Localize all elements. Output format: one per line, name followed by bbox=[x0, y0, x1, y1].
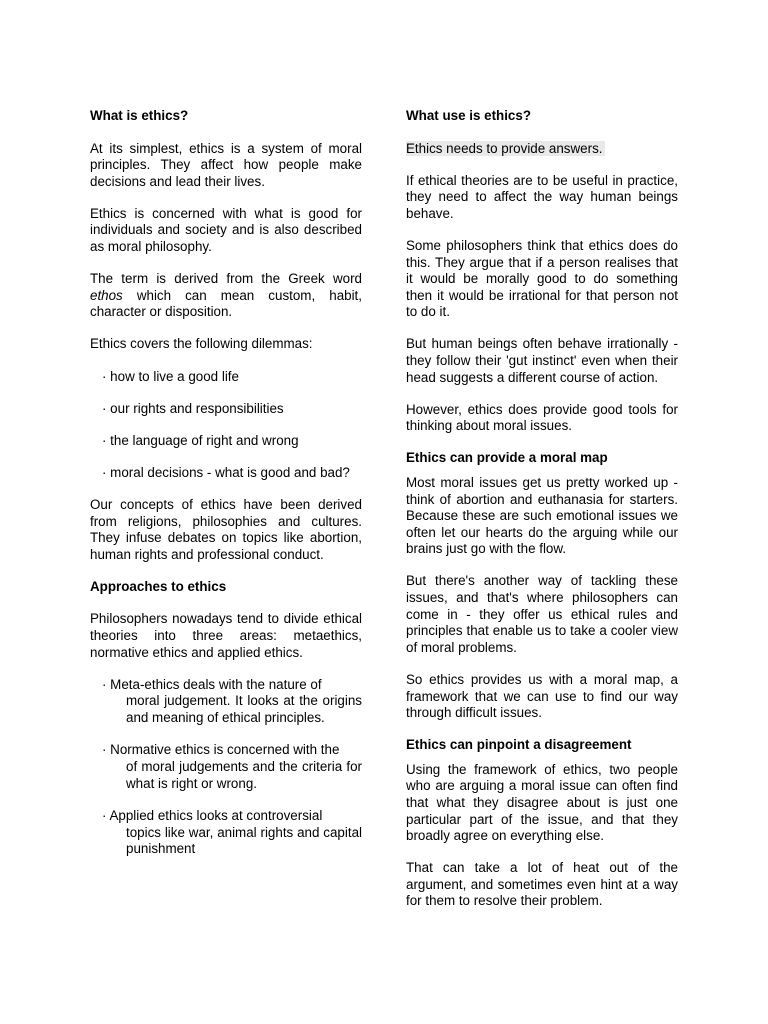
approach-first-line: · Meta-ethics deals with the nature of bbox=[102, 676, 322, 692]
term-text-before: The term is derived from the Greek word bbox=[90, 271, 362, 287]
paragraph-concepts: Our concepts of ethics have been derived from religions, philosophies and cultures. They infuse debates on topics like abortion, human rights and professional conduct. bbox=[90, 496, 362, 562]
approaches-list bbox=[90, 677, 362, 858]
heading-approaches: Approaches to ethics bbox=[90, 578, 227, 594]
approach-first-line: · Normative ethics is concerned with the bbox=[102, 742, 340, 758]
paragraph-dilemmas-intro: Ethics covers the following dilemmas: bbox=[90, 336, 313, 352]
paragraph-philosophers-divide: Philosophers nowadays tend to divide ethical theories into three areas: metaethics, normative ethics and applied ethics. bbox=[90, 611, 362, 660]
left-column bbox=[90, 108, 362, 874]
approach-item-applied bbox=[104, 808, 362, 858]
paragraph-irrationally: But human beings often behave irrationally - they follow their 'gut instinct' even when their head suggests a different course of action. bbox=[406, 336, 678, 385]
paragraph-simplest: At its simplest, ethics is a system of moral principles. They affect how people make decisions and lead their lives. bbox=[90, 140, 362, 189]
paragraph-needs-answers bbox=[406, 141, 678, 158]
ethos-word: ethos bbox=[90, 287, 123, 303]
paragraph-good-tools: However, ethics does provide good tools for thinking about moral issues. bbox=[406, 401, 678, 434]
paragraph-worked-up: Most moral issues get us pretty worked up - think of abortion and euthanasia for starters. Because these are such emotional issues we often let our hearts do the arguing while our brains just go with the flow. bbox=[406, 475, 678, 557]
right-column bbox=[406, 108, 678, 926]
heading-disagreement: Ethics can pinpoint a disagreement bbox=[406, 737, 632, 753]
paragraph-moral-map: So ethics provides us with a moral map, a framework that we can use to find our way through difficult issues. bbox=[406, 671, 678, 721]
dilemma-item: · how to live a good life bbox=[102, 368, 239, 384]
paragraph-framework: Using the framework of ethics, two people who are arguing a moral issue can often find that what they disagree about is just one particular part of the issue, and that they broadly agree on everything else. bbox=[406, 761, 678, 844]
approach-rest: moral judgement. It looks at the origins and meaning of ethical principles. bbox=[126, 693, 362, 725]
paragraph-term-derived bbox=[90, 271, 362, 321]
approach-item-meta-ethics bbox=[104, 677, 362, 727]
approach-rest: topics like war, animal rights and capital punishment bbox=[126, 824, 362, 857]
dilemma-item: · the language of right and wrong bbox=[102, 432, 299, 448]
heading-what-use: What use is ethics? bbox=[406, 108, 532, 123]
paragraph-heat: That can take a lot of heat out of the argument, and sometimes even hint at a way for them to resolve their problem. bbox=[406, 860, 678, 909]
dilemmas-list bbox=[102, 369, 362, 482]
dilemma-item: · moral decisions - what is good and bad? bbox=[102, 464, 350, 480]
paragraph-some-philosophers: Some philosophers think that ethics does do this. They argue that if a person realises that it would be morally good to do something then it would be irrational for that person not to do it. bbox=[406, 237, 678, 320]
heading-moral-map: Ethics can provide a moral map bbox=[406, 450, 608, 466]
heading-what-is-ethics: What is ethics? bbox=[90, 108, 189, 123]
paragraph-another-way: But there's another way of tackling these issues, and that's where philosophers can come in - they offer us ethical rules and principles that enable us to take a cooler view of moral problems. bbox=[406, 573, 678, 655]
dilemma-item: · our rights and responsibilities bbox=[102, 400, 284, 416]
term-text-after: which can mean custom, habit, character or disposition. bbox=[90, 287, 362, 320]
approach-item-normative bbox=[104, 742, 362, 792]
approach-first-line: · Applied ethics looks at controversial bbox=[102, 808, 323, 824]
paragraph-useful-practice: If ethical theories are to be useful in practice, they need to affect the way human beings behave. bbox=[406, 172, 678, 221]
paragraph-concerned: Ethics is concerned with what is good for individuals and society and is also described as moral philosophy. bbox=[90, 205, 362, 255]
highlighted-text: Ethics needs to provide answers. bbox=[406, 140, 603, 156]
approach-rest: of moral judgements and the criteria for what is right or wrong. bbox=[126, 759, 362, 791]
